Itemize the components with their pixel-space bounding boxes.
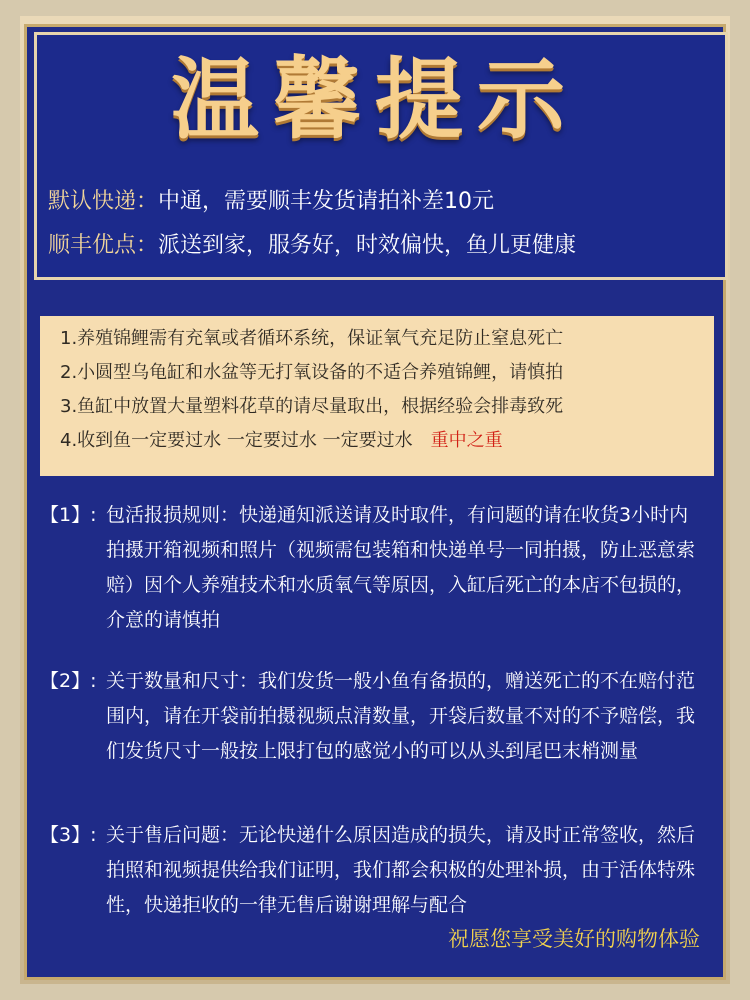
emphasis-text: 重中之重 [430, 430, 503, 451]
rule-1 [40, 498, 710, 638]
default-shipping-line [48, 186, 728, 218]
rule-1-tag: 【1】: [40, 504, 97, 526]
sf-advantage-line [48, 230, 728, 262]
rule-3-tag: 【3】: [40, 824, 97, 846]
default-shipping-label: 默认快递： [48, 189, 159, 214]
rule-2-tag: 【2】: [40, 670, 97, 692]
sf-advantage-text: 派送到家，服务好，时效偏快，鱼儿更健康 [158, 233, 577, 258]
notice-box [40, 316, 714, 476]
notice-item-2: 2.小圆型乌龟缸和水盆等无打氧设备的不适合养殖锦鲤，请慎拍 [60, 362, 564, 383]
rule-2-text: 关于数量和尺寸：我们发货一般小鱼有备损的，赠送死亡的不在赔付范围内，请在开袋前拍摄视频点清数量，开袋后数量不对的不予赔偿，我们发货尺寸一般按上限打包的感觉小的可以从头到尾巴末梢测量 [106, 670, 696, 762]
default-shipping-text: 中通，需要顺丰发货请拍补差10元 [158, 189, 495, 214]
notice-item-4-text: 4.收到鱼一定要过水 一定要过水 一定要过水 [60, 430, 413, 451]
notice-item-4 [60, 424, 714, 458]
rule-1-text: 包活报损规则：快递通知派送请及时取件，有问题的请在收货3小时内拍摄开箱视频和照片（视频需包装箱和快递单号一同拍摄，防止恶意索赔）因个人养殖技术和水质氧气等原因，入缸后死亡的本店不包损的，介意的请慎拍 [106, 504, 696, 631]
page-title: 温馨提示 [170, 48, 579, 151]
notice-item-1: 1.养殖锦鲤需有充氧或者循环系统，保证氧气充足防止窒息死亡 [60, 328, 564, 349]
sf-advantage-label: 顺丰优点： [48, 233, 159, 258]
closing-message: 祝愿您享受美好的购物体验 [448, 927, 700, 951]
rule-2 [40, 664, 710, 804]
notice-item-3: 3.鱼缸中放置大量塑料花草的请尽量取出，根据经验会排毒致死 [60, 396, 564, 417]
rule-3-text: 关于售后问题：无论快递什么原因造成的损失，请及时正常签收，然后拍照和视频提供给我们证明，我们都会积极的处理补损，由于活体特殊性，快递拒收的一律无售后谢谢理解与配合 [106, 824, 696, 916]
